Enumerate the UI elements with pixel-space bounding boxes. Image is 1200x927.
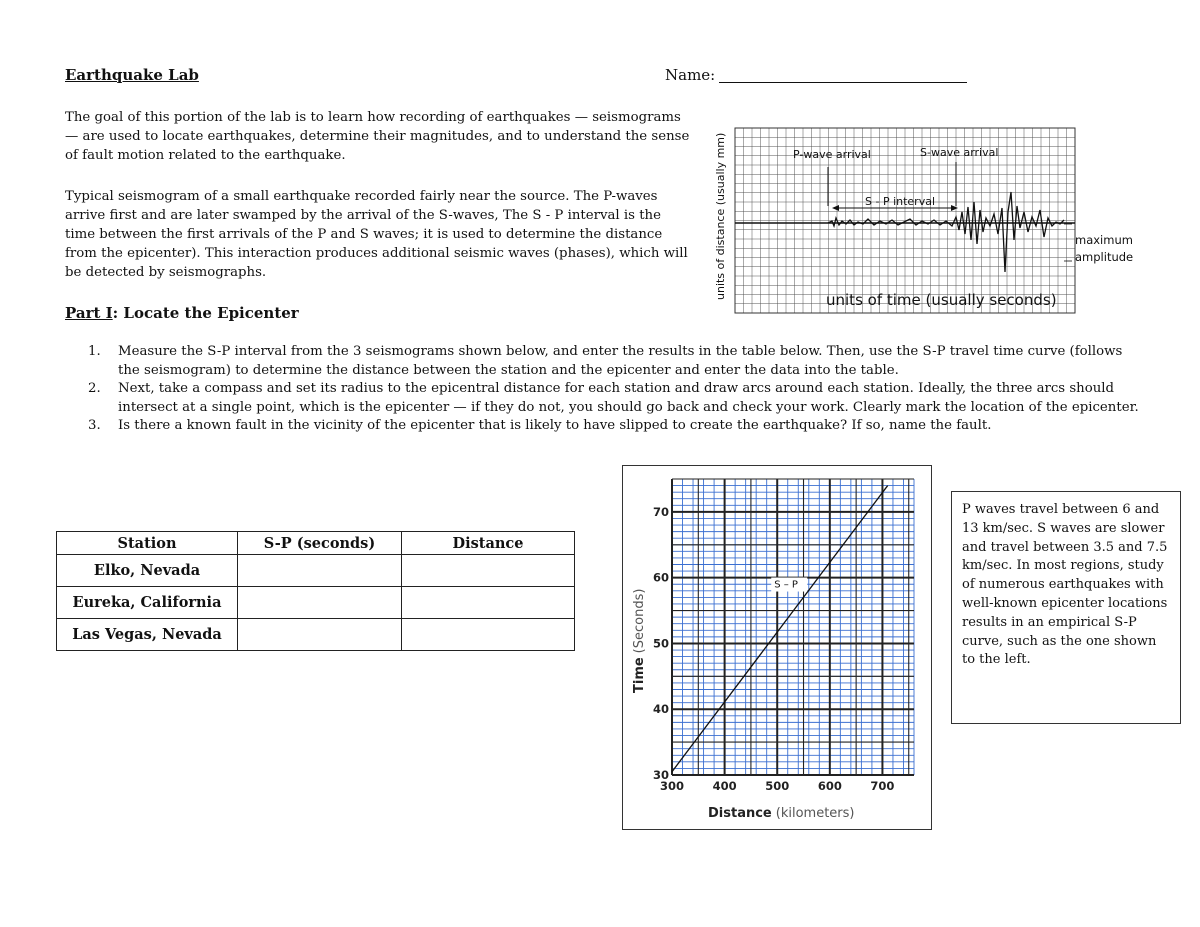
intro-paragraph: The goal of this portion of the lab is to learn how recording of earthquakes — seismograms — are used to locate earthquakes, determine their magnitudes, and to understand the sense of fault motion related to the earthquake. [65, 110, 690, 163]
distance-input-cell[interactable] [402, 587, 575, 619]
x-tick-label: 400 [712, 779, 737, 793]
x-axis-unit: (kilometers) [775, 806, 855, 821]
instruction-item [88, 417, 1148, 436]
table-row [57, 587, 575, 619]
name-label: Name: [665, 66, 716, 84]
step-text: Is there a known fault in the vicinity of the epicenter that is likely to have slipped to create the earthquake? If so, name the fault. [118, 418, 992, 433]
x-axis-label [708, 806, 854, 821]
step-text: Measure the S-P interval from the 3 seismograms shown below, and enter the results in the table below. Then, use the S-P travel time curve (follows the seismogram) to determine the distance between the station and the epicenter and enter the data into the table. [118, 344, 1123, 378]
y-axis-label [632, 589, 647, 693]
x-tick-label: 600 [817, 779, 842, 793]
y-tick-label: 60 [652, 570, 669, 585]
step-number: 1. [88, 344, 101, 359]
chart-grid [672, 479, 914, 775]
column-header: Station [57, 532, 238, 555]
station-name: Eureka, California [57, 587, 238, 619]
part-heading [65, 304, 299, 322]
table-row [57, 619, 575, 651]
seismogram-x-label: units of time (usually seconds) [826, 291, 1057, 309]
y-axis-title: Time [632, 657, 647, 693]
y-tick-label: 30 [652, 768, 669, 782]
sp-travel-time-chart [622, 465, 932, 830]
table-row [57, 555, 575, 587]
p-wave-label: P-wave arrival [793, 148, 871, 161]
y-tick-label: 40 [652, 702, 669, 717]
part-label: Part I [65, 304, 113, 322]
column-header: Distance [402, 532, 575, 555]
amplitude-label-1: maximum [1075, 233, 1133, 247]
y-tick-label: 50 [652, 636, 669, 651]
part-title: : Locate the Epicenter [112, 304, 299, 322]
svg-text:Distance(kilometers) [708, 806, 854, 821]
y-axis-unit: (Seconds) [632, 588, 647, 654]
station-table [56, 531, 575, 651]
seismogram-trace [828, 192, 1064, 272]
sp-interval-label: S - P interval [865, 195, 936, 208]
x-tick-label: 700 [870, 779, 895, 793]
name-field[interactable] [719, 82, 967, 83]
sp-input-cell[interactable] [238, 555, 402, 587]
svg-text:Time(Seconds) [632, 589, 647, 693]
x-tick-label: 300 [659, 779, 685, 793]
distance-input-cell[interactable] [402, 619, 575, 651]
y-tick-label: 70 [652, 504, 669, 519]
seismogram-figure [708, 122, 1138, 317]
sp-input-cell[interactable] [238, 619, 402, 651]
instruction-item [88, 343, 1148, 380]
instruction-list [88, 343, 1148, 436]
step-text: Next, take a compass and set its radius to the epicentral distance for each station and draw arcs around each station. Ideally, the three arcs should intersect at a single point, which is the epicenter — if they do not, you should go back and check your work. Clearly mark the location of the epicenter. [118, 381, 1139, 415]
x-tick-label: 500 [765, 779, 790, 793]
column-header: S-P (seconds) [238, 532, 402, 555]
station-name: Las Vegas, Nevada [57, 619, 238, 651]
s-wave-label: S-wave arrival [920, 146, 999, 159]
distance-input-cell[interactable] [402, 555, 575, 587]
instruction-item [88, 380, 1148, 417]
step-number: 3. [88, 418, 101, 433]
series-label: S – P [774, 579, 798, 591]
x-axis-title: Distance [708, 806, 772, 821]
seismogram-description: Typical seismogram of a small earthquake recorded fairly near the source. The P-waves arrive first and are later swamped by the arrival of the S-waves, The S - P interval is the time between the first arrivals of the P and S waves; it is used to determine the distance from the epicenter). This interaction produces additional seismic waves (phases), which will be detected by seismographs. [65, 189, 688, 280]
table-header-row [57, 532, 575, 555]
wave-info-box: P waves travel between 6 and 13 km/sec. S waves are slower and travel between 3.5 and 7.5 km/sec. In most regions, study of numerous earthquakes with well-known epicenter locations results in an empirical S-P curve, such as the one shown to the left. [951, 491, 1181, 724]
station-name: Elko, Nevada [57, 555, 238, 587]
sp-input-cell[interactable] [238, 587, 402, 619]
seismogram-y-label: units of distance (usually mm) [714, 132, 727, 300]
seismogram-grid [735, 128, 1075, 313]
page-title: Earthquake Lab [65, 66, 199, 84]
step-number: 2. [88, 381, 101, 396]
amplitude-label-2: amplitude [1075, 250, 1134, 264]
